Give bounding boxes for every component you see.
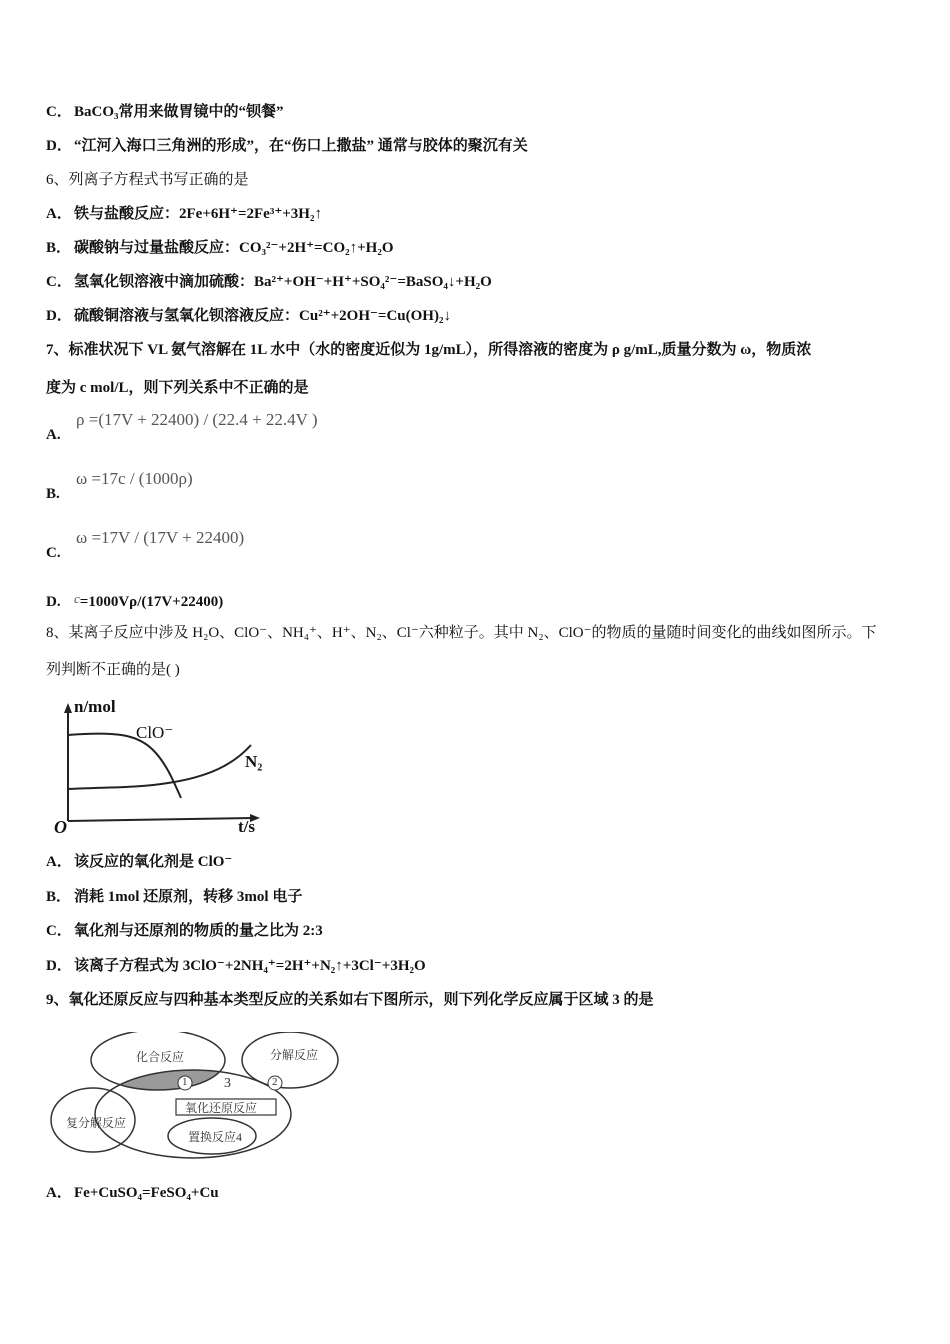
q9-option-a: A． Fe+CuSO₄=FeSO₄+Cu bbox=[46, 1185, 219, 1201]
q9-stem: 9、氧化还原反应与四种基本类型反应的关系如右下图所示，则下列化学反应属于区域 3 的是 bbox=[46, 992, 654, 1008]
region-2: 2 bbox=[272, 1076, 278, 1088]
q7-option-b: B. bbox=[46, 486, 60, 502]
origin-label: O bbox=[54, 817, 67, 837]
q6-option-b: B． 碳酸钠与过量盐酸反应：CO₃²⁻+2H⁺=CO₂↑+H₂O bbox=[46, 240, 394, 256]
q6-option-c: C． 氢氧化钡溶液中滴加硫酸：Ba²⁺+OH⁻+H⁺+SO₄²⁻=BaSO₄↓+H₂O bbox=[46, 274, 492, 290]
q7-stem-line1: 7、标准状况下 VL 氨气溶解在 1L 水中（水的密度近似为 1g/mL），所得溶液的密度为 ρ g/mL,质量分数为 ω，物质浓 bbox=[46, 342, 812, 358]
curve-label-n2: N₂ bbox=[245, 752, 263, 771]
label-redox: 氧化还原反应 bbox=[185, 1101, 258, 1115]
q6-stem: 6、列离子方程式书写正确的是 bbox=[46, 172, 249, 188]
label-decomposition: 分解反应 bbox=[270, 1048, 319, 1062]
q7-formula-a: ρ =(17V + 22400) / (22.4 + 22.4V ) bbox=[76, 410, 318, 429]
region-1: 1 bbox=[182, 1076, 188, 1088]
curve-label-clo: ClO⁻ bbox=[136, 723, 174, 742]
q8-option-b: B． 消耗 1mol 还原剂，转移 3mol 电子 bbox=[46, 889, 303, 905]
q6-option-d: D． 硫酸铜溶液与氢氧化钡溶液反应：Cu²⁺+2OH⁻=Cu(OH)₂↓ bbox=[46, 308, 451, 324]
q8-chart bbox=[48, 695, 288, 840]
q7-formula-c: ω =17V / (17V + 22400) bbox=[76, 528, 245, 547]
x-axis-label: t/s bbox=[238, 817, 255, 836]
q8-stem-line2: 列判断不正确的是( ) bbox=[46, 662, 180, 678]
label-double-displacement: 复分解反应 bbox=[66, 1116, 127, 1130]
q8-option-a: A． 该反应的氧化剂是 ClO⁻ bbox=[46, 854, 233, 870]
q7-option-c: C. bbox=[46, 545, 61, 561]
q8-option-c: C． 氧化剂与还原剂的物质的量之比为 2:3 bbox=[46, 923, 323, 939]
label-combination: 化合反应 bbox=[136, 1050, 185, 1064]
q8-option-d: D． 该离子方程式为 3ClO⁻+2NH₄⁺=2H⁺+N₂↑+3Cl⁻+3H₂O bbox=[46, 958, 426, 974]
q7-formula-b: ω =17c / (1000ρ) bbox=[76, 469, 193, 488]
q6-option-a: A． 铁与盐酸反应：2Fe+6H⁺=2Fe³⁺+3H₂↑ bbox=[46, 206, 322, 222]
q7-option-d: D. c=1000Vρ/(17V+22400) bbox=[46, 591, 224, 610]
y-axis-label: n/mol bbox=[74, 697, 116, 716]
q5-option-d: D． “江河入海口三角洲的形成”，在“伤口上撒盐” 通常与胶体的聚沉有关 bbox=[46, 138, 528, 154]
q9-venn-diagram bbox=[48, 1032, 343, 1160]
q8-stem-line1: 8、某离子反应中涉及 H₂O、ClO⁻、NH₄⁺、H⁺、N₂、Cl⁻六种粒子。其中 N₂、ClO⁻的物质的量随时间变化的曲线如图所示。下 bbox=[46, 625, 877, 641]
q7-option-a: A. bbox=[46, 427, 61, 443]
region-3: 3 bbox=[224, 1076, 231, 1091]
q7-stem-line2: 度为 c mol/L，则下列关系中不正确的是 bbox=[46, 380, 309, 396]
label-displacement: 置换反应4 bbox=[188, 1130, 243, 1144]
q5-option-c: C． BaCO₃常用来做胃镜中的“钡餐” bbox=[46, 104, 284, 120]
